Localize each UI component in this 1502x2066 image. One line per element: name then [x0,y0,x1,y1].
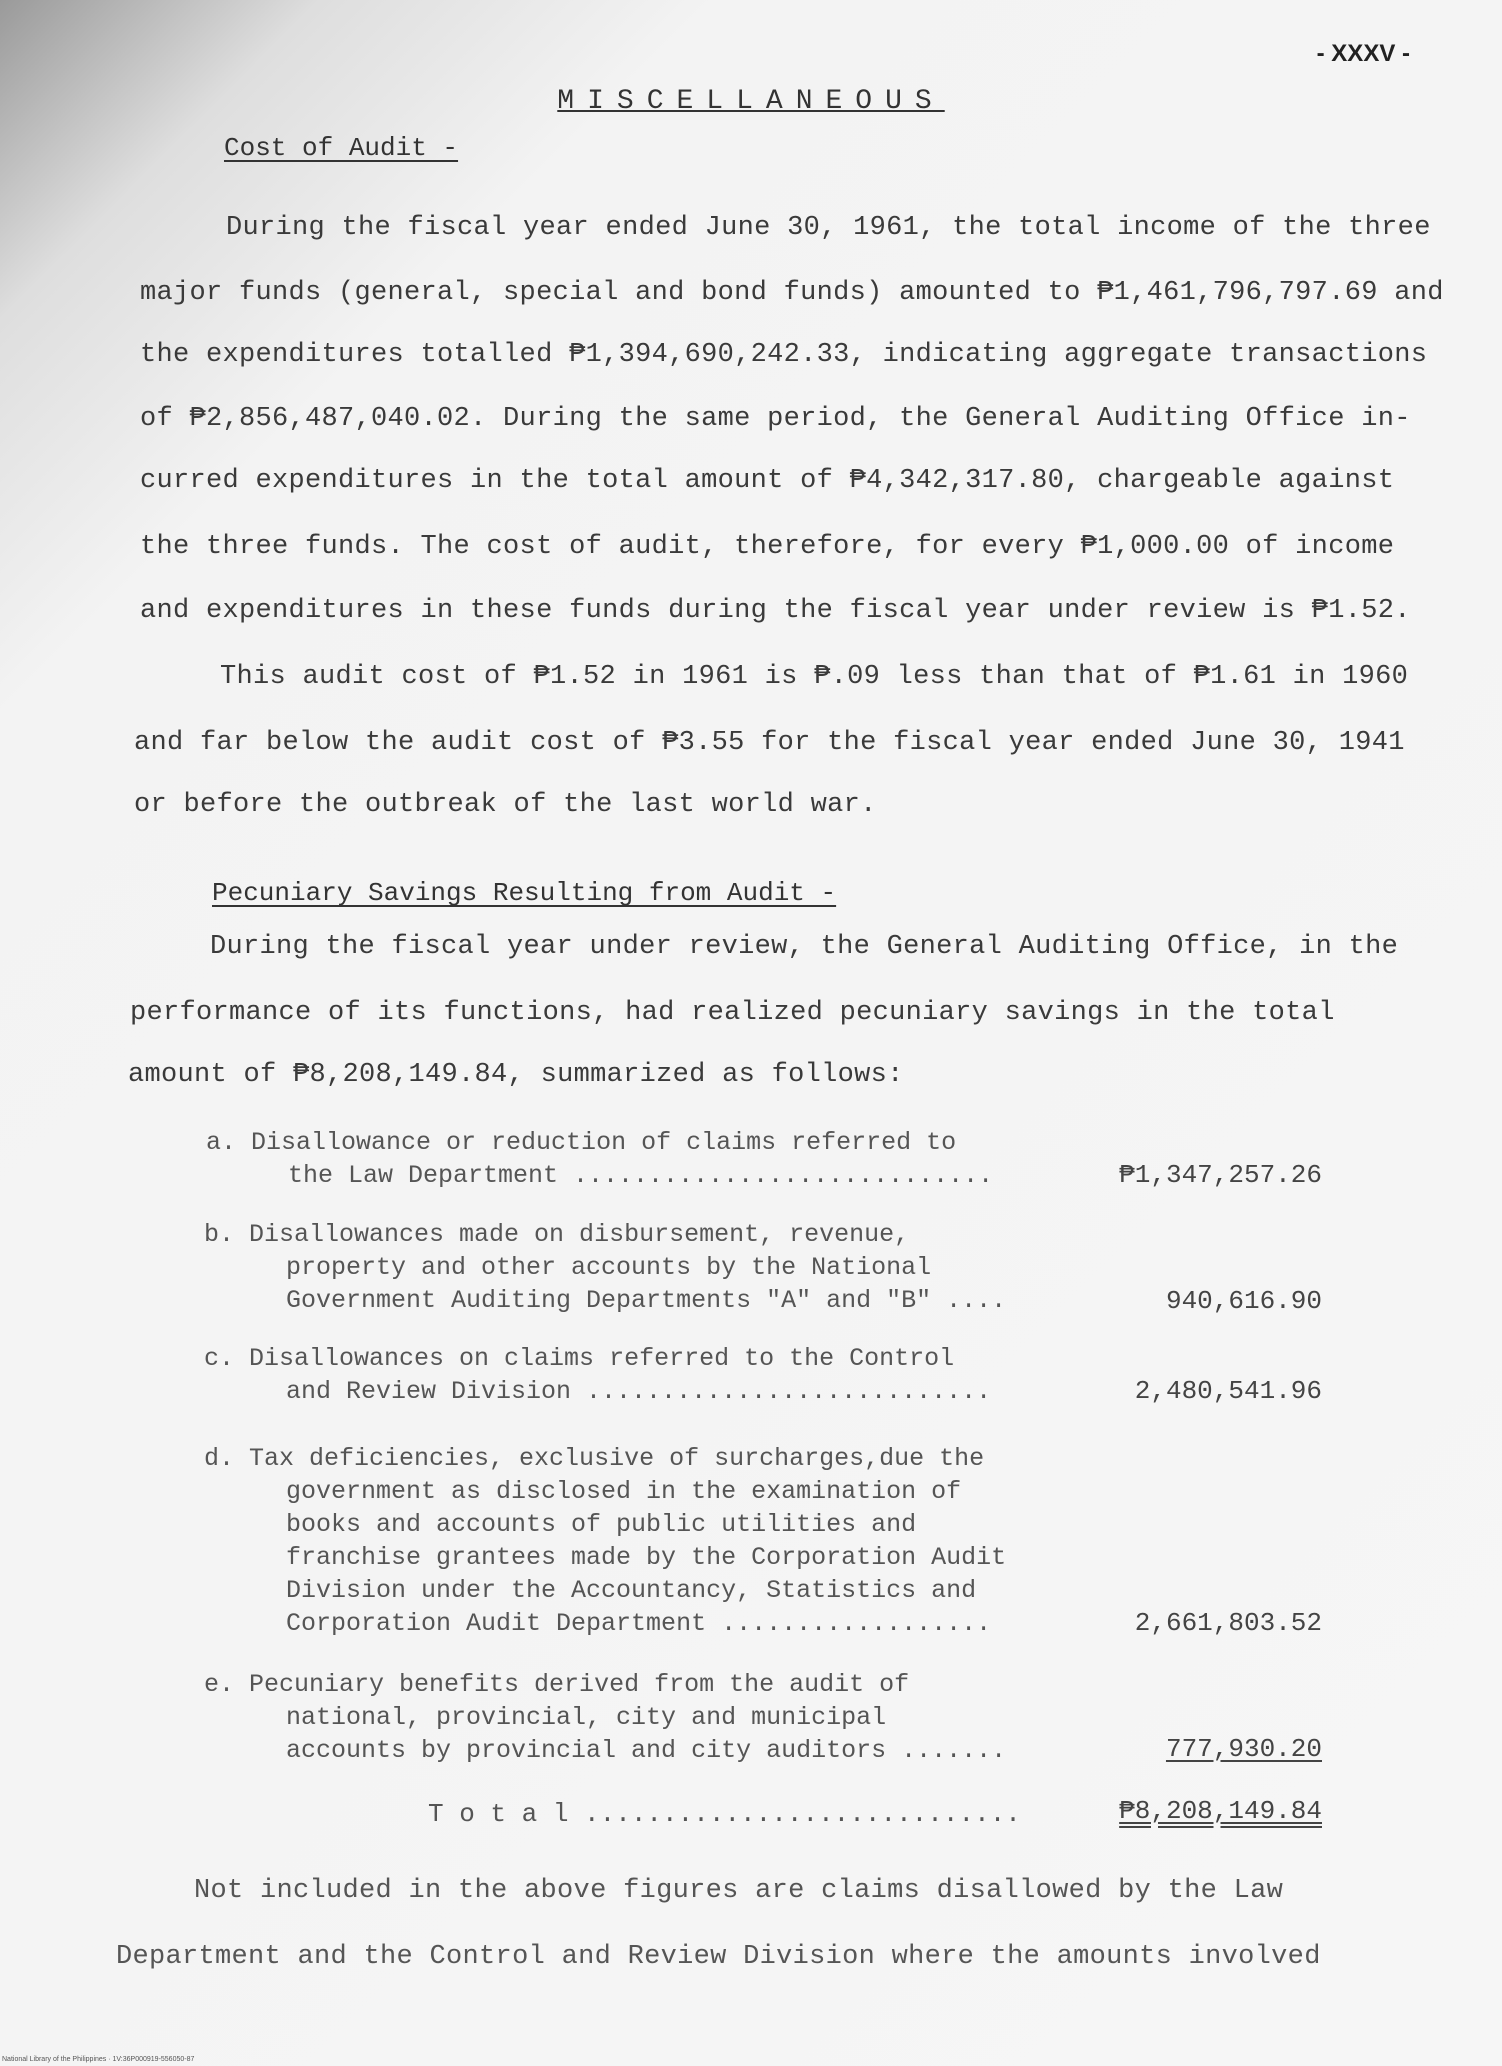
savings-item-e [204,1668,1006,1767]
item-line: national, provincial, city and municipal [286,1703,887,1732]
total-amount: ₱8,208,149.84 [1119,1796,1322,1826]
item-line: franchise grantees made by the Corporation Audit [286,1543,1007,1572]
total-label: T o t a l ............................ [428,1799,1021,1829]
savings-amount-d: 2,661,803.52 [1134,1608,1322,1638]
savings-amount-a: ₱1,347,257.26 [1119,1160,1322,1190]
item-line: accounts by provincial and city auditors ....... [286,1736,1007,1765]
paragraph-line: of ₱2,856,487,040.02. During the same period, the General Auditing Office in- [140,404,1411,434]
savings-amount-e: 777,930.20 [1165,1734,1322,1764]
archive-credit-text: National Library of the Philippines · 1V:36P000919-556050-87 [2,2056,195,2063]
pecuniary-savings-heading: Pecuniary Savings Resulting from Audit - [212,878,837,908]
paragraph-line: and far below the audit cost of ₱3.55 for the fiscal year ended June 30, 1941 [134,728,1405,758]
item-line: e. Pecuniary benefits derived from the audit of [204,1670,910,1699]
cost-of-audit-heading: Cost of Audit - [224,133,459,163]
item-line: Corporation Audit Department .................. [286,1609,992,1638]
item-line: the Law Department ............................ [288,1161,994,1190]
item-line: b. Disallowances made on disbursement, revenue, [204,1220,910,1249]
paragraph-line: Department and the Control and Review Division where the amounts involved [116,1942,1321,1972]
document-title: MISCELLANEOUS [557,86,945,117]
paragraph-line: major funds (general, special and bond funds) amounted to ₱1,461,796,797.69 and [140,278,1444,308]
savings-item-a [206,1126,993,1192]
savings-amount-b: 940,616.90 [1165,1286,1322,1316]
paragraph-line: curred expenditures in the total amount of ₱4,342,317.80, chargeable against [140,466,1395,496]
paragraph-line: the three funds. The cost of audit, therefore, for every ₱1,000.00 of income [140,532,1395,562]
savings-item-c [204,1342,991,1408]
paragraph-line: During the fiscal year under review, the General Auditing Office, in the [210,932,1399,962]
paragraph-line: Not included in the above figures are claims disallowed by the Law [194,1876,1284,1906]
item-line: d. Tax deficiencies, exclusive of surcharges,due the [204,1444,985,1473]
item-line: property and other accounts by the National [286,1253,932,1282]
paragraph-line: and expenditures in these funds during the fiscal year under review is ₱1.52. [140,596,1411,626]
paragraph-line: amount of ₱8,208,149.84, summarized as follows: [128,1060,904,1090]
savings-item-d [204,1442,1006,1640]
paragraph-line: or before the outbreak of the last world war. [134,790,877,820]
item-line: c. Disallowances on claims referred to the Control [204,1344,955,1373]
item-line: books and accounts of public utilities and [286,1510,917,1539]
paragraph-line: performance of its functions, had realized pecuniary savings in the total [130,998,1335,1028]
savings-amount-c: 2,480,541.96 [1134,1376,1322,1406]
item-line: a. Disallowance or reduction of claims referred to [206,1128,957,1157]
paragraph-line: the expenditures totalled ₱1,394,690,242.33, indicating aggregate transactions [140,340,1428,370]
paragraph-line: This audit cost of ₱1.52 in 1961 is ₱.09 less than that of ₱1.61 in 1960 [220,662,1409,692]
item-line: Government Auditing Departments "A" and "B" .... [286,1286,1007,1315]
item-line: and Review Division ........................... [286,1377,992,1406]
item-line: Division under the Accountancy, Statistics and [286,1576,977,1605]
page-number: - XXXV - [1316,40,1410,67]
savings-item-b [204,1218,1006,1317]
paragraph-line: During the fiscal year ended June 30, 1961, the total income of the three [226,213,1431,243]
item-line: government as disclosed in the examination of [286,1477,962,1506]
